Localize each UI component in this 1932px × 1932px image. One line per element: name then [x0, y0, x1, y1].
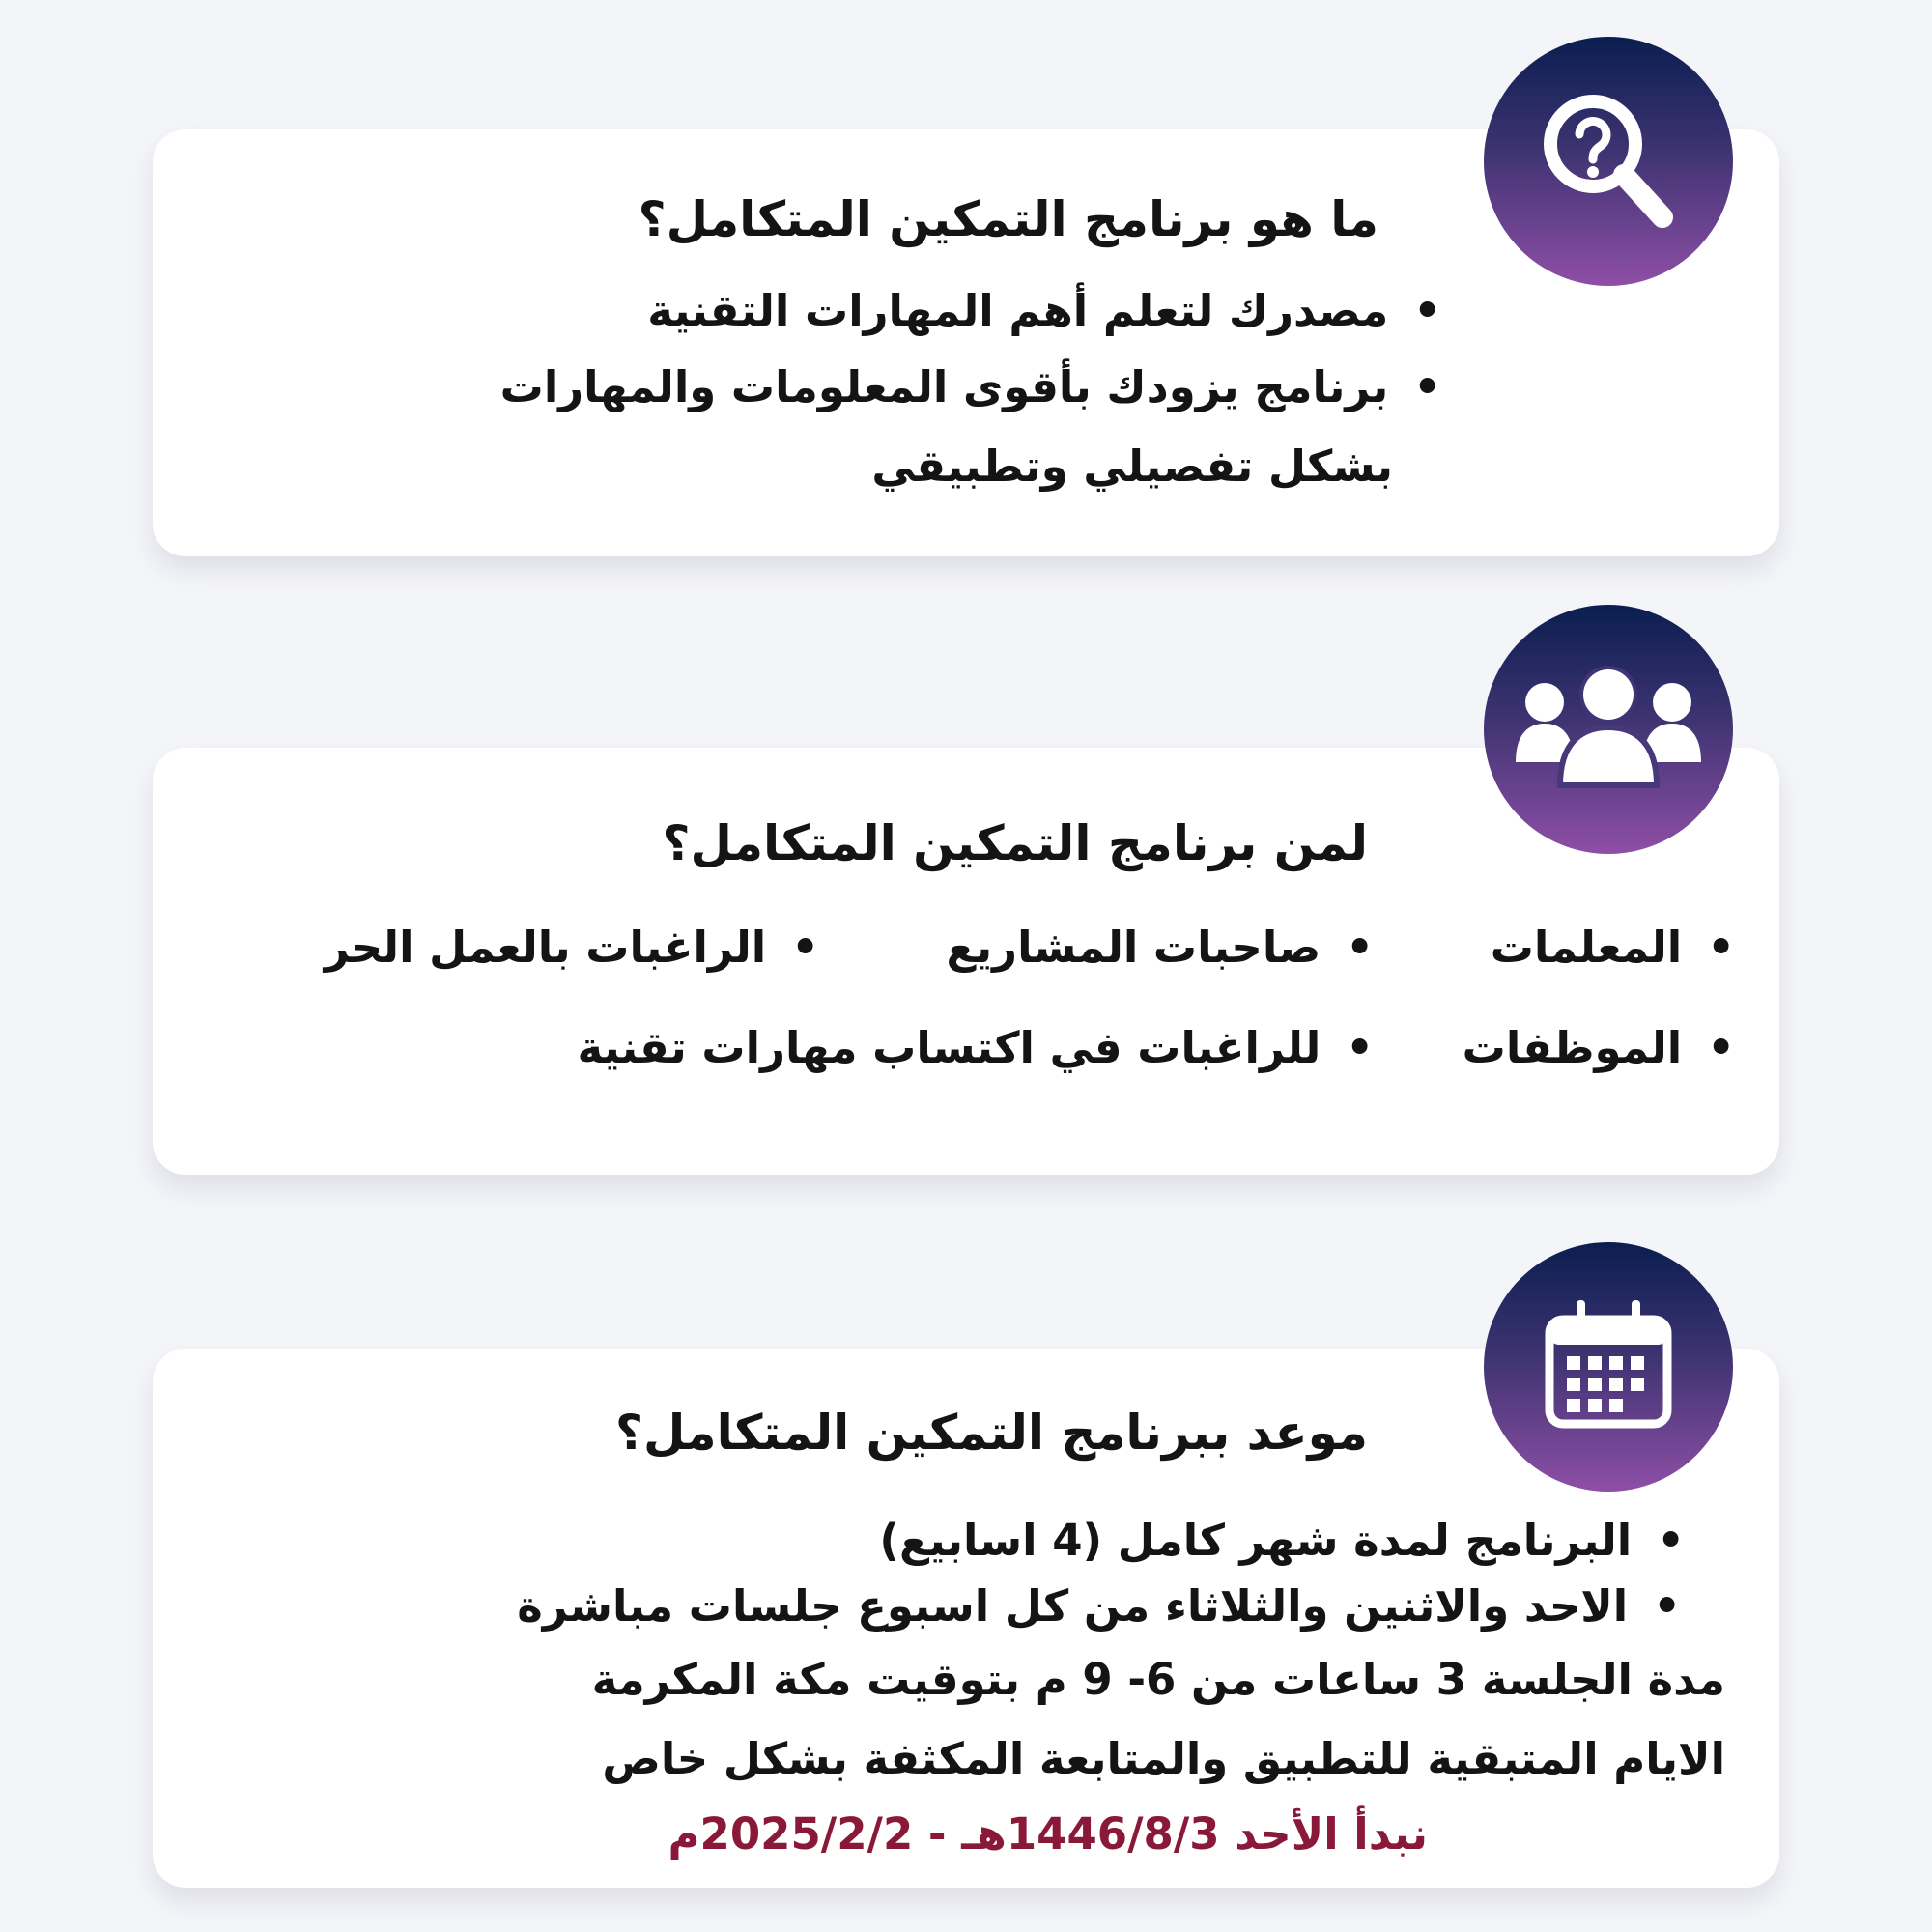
when-remaining-days: الايام المتبقية للتطبيق والمتابعة المكثفة بشكل خاص	[602, 1733, 1725, 1784]
what-item-1: • مصدرك لتعلم أهم المهارات التقنية	[647, 285, 1441, 336]
users-group-icon	[1484, 605, 1733, 854]
who-item-tech-skills: • للراغبات في اكتساب مهارات تقنية	[577, 1022, 1374, 1073]
search-question-icon	[1484, 37, 1733, 286]
when-session-length: مدة الجلسة 3 ساعات من 6- 9 م بتوقيت مكة المكرمة	[591, 1654, 1725, 1705]
what-item-2: • برنامج يزودك بأقوى المعلومات والمهارات	[500, 361, 1441, 412]
what-item-2-continuation: بشكل تفصيلي وتطبيقي	[871, 440, 1393, 492]
who-item-freelancers: • الراغبات بالعمل الحر	[325, 922, 819, 973]
when-title: موعد ببرنامج التمكين المتكامل؟	[614, 1405, 1368, 1461]
start-date: نبدأ الأحد 1446/8/3هـ - 2025/2/2م	[668, 1808, 1428, 1860]
who-item-teachers: • المعلمات	[1491, 922, 1735, 973]
who-item-employees: • الموظفات	[1463, 1022, 1735, 1073]
who-title: لمن برنامج التمكين المتكامل؟	[662, 815, 1368, 871]
when-item-days: • الاحد والاثنين والثلاثاء من كل اسبوع جلسات مباشرة	[517, 1580, 1681, 1632]
when-item-duration: • البرنامج لمدة شهر كامل (4 اسابيع)	[879, 1515, 1685, 1566]
calendar-icon	[1484, 1242, 1733, 1492]
what-title: ما هو برنامج التمكين المتكامل؟	[638, 191, 1378, 247]
who-item-business-owners: • صاحبات المشاريع	[947, 922, 1374, 973]
